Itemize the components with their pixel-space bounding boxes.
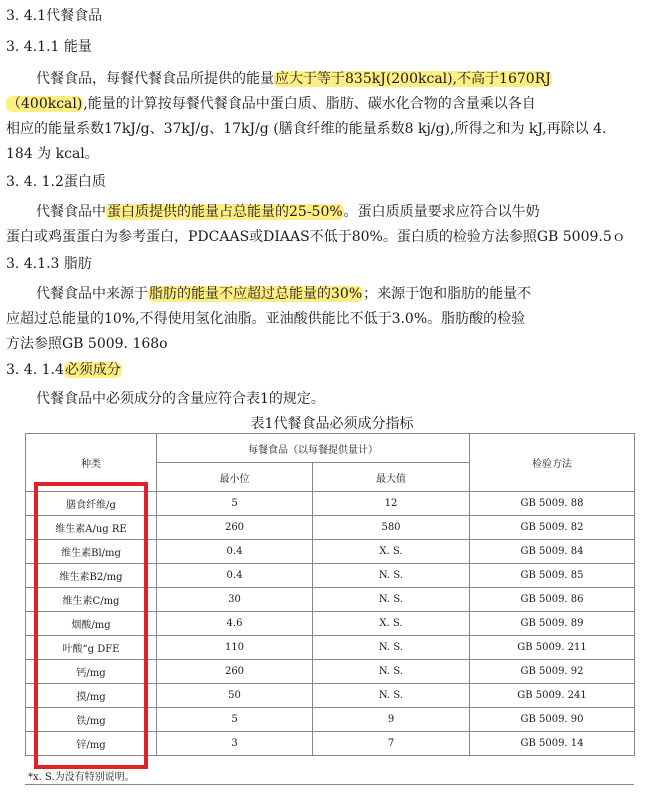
energy-line-1: [36, 69, 552, 89]
protein-line-1: [36, 202, 540, 222]
energy-highlight-kcal: （400kcal): [7, 96, 83, 112]
col-header-min: 最小位: [157, 463, 313, 492]
cell-method: GB 5009. 84: [470, 540, 635, 564]
cell-kind: 锌/mg: [26, 732, 157, 756]
cell-method: GB 5009. 88: [470, 492, 635, 516]
cell-max: N. S.: [313, 684, 470, 708]
protein-line-2: 蛋白或鸡蛋蛋白为参考蛋白，PDCAAS或DIAAS不低于80%。蛋白质的检验方法参照GB 5009.5ｏ: [6, 229, 626, 245]
cell-kind: 维生素B2/mg: [26, 564, 157, 588]
essential-heading-highlight: 必须成分: [64, 362, 121, 378]
cell-min: 5: [157, 492, 313, 516]
cell-max: N. S.: [313, 660, 470, 684]
table-row: [26, 540, 635, 564]
essential-line-1: 代餐食品中必须成分的含量应符合表1的规定。: [36, 391, 325, 407]
cell-min: 0.4: [157, 540, 313, 564]
cell-max: 12: [313, 492, 470, 516]
cell-method: GB 5009. 86: [470, 588, 635, 612]
cell-kind: 摸/mg: [26, 684, 157, 708]
fat-highlight: 脂肪的能量不应超过总能量的30%: [149, 286, 363, 302]
cell-method: GB 5009. 92: [470, 660, 635, 684]
cell-kind: 钙/mg: [26, 660, 157, 684]
cell-min: 260: [157, 660, 313, 684]
col-header-per-meal: 每餐食品（以每餐提供量计）: [157, 434, 470, 463]
cell-max: X. S.: [313, 540, 470, 564]
table-bottom-border: [25, 784, 634, 785]
cell-method: GB 5009. 85: [470, 564, 635, 588]
cell-min: 0.4: [157, 564, 313, 588]
fat-text: 代餐食品中来源于: [36, 286, 148, 302]
essential-components-table: [25, 433, 635, 756]
cell-kind: 叶酸“g DFE: [26, 636, 157, 660]
table-row: [26, 564, 635, 588]
table-body: [26, 492, 635, 756]
cell-kind: 铁/mg: [26, 708, 157, 732]
energy-text: 代餐食品，每餐代餐食品所提供的能量: [36, 71, 274, 87]
heading-protein: 3. 4. 1.2蛋白质: [6, 174, 106, 190]
protein-text: 代餐食品中: [36, 204, 106, 220]
cell-max: N. S.: [313, 564, 470, 588]
cell-method: GB 5009. 89: [470, 612, 635, 636]
cell-max: N. S.: [313, 636, 470, 660]
protein-highlight: 蛋白质提供的能量占总能量的25-50%: [107, 204, 343, 220]
fat-text-2: ；来源于饱和脂肪的能量不: [363, 286, 532, 302]
cell-method: GB 5009. 90: [470, 708, 635, 732]
heading-energy: 3. 4.1.1 能量: [6, 39, 92, 55]
heading-fat: 3. 4.1.3 脂肪: [6, 256, 92, 272]
cell-method: GB 5009. 14: [470, 732, 635, 756]
table-row: [26, 732, 635, 756]
cell-min: 260: [157, 516, 313, 540]
cell-min: 110: [157, 636, 313, 660]
essential-heading-number: 3. 4. 1.4: [6, 362, 64, 378]
cell-max: 580: [313, 516, 470, 540]
heading-essential: [6, 360, 122, 380]
cell-min: 30: [157, 588, 313, 612]
cell-max: N. S.: [313, 588, 470, 612]
col-header-max: 最大值: [313, 463, 470, 492]
table-row: [26, 588, 635, 612]
table-row: [26, 636, 635, 660]
cell-min: 5: [157, 708, 313, 732]
cell-min: 50: [157, 684, 313, 708]
energy-highlight: 应大于等于835kJ(200kcal),不高于1670RJ: [275, 71, 551, 87]
fat-line-1: [36, 284, 531, 304]
table-row: [26, 492, 635, 516]
cell-min: 4.6: [157, 612, 313, 636]
energy-line-4: 184 为 kcal。: [6, 146, 99, 162]
protein-text-2: 。蛋白质质量要求应符合以牛奶: [343, 204, 540, 220]
cell-max: 7: [313, 732, 470, 756]
table-footnote: *x. S.为没有特别说明。: [28, 772, 135, 783]
energy-line-3: 相应的能量系数17kJ/g、37kJ/g、17kJ/g (膳食纤维的能量系数8 kj/g),所得之和为 kJ,再除以 4.: [6, 121, 607, 137]
col-header-kind: 种类: [26, 434, 157, 492]
energy-line-2: [6, 94, 536, 114]
cell-method: GB 5009. 241: [470, 684, 635, 708]
table-row: [26, 684, 635, 708]
cell-kind: 烟酸/mg: [26, 612, 157, 636]
table-title: 表1代餐食品必须成分指标: [250, 416, 414, 432]
cell-kind: 维生素Bl/mg: [26, 540, 157, 564]
table-row: [26, 660, 635, 684]
fat-line-3: 方法参照GB 5009. 168o: [6, 336, 168, 352]
cell-kind: 维生素A/ug RE: [26, 516, 157, 540]
cell-max: 9: [313, 708, 470, 732]
col-header-method: 检验方法: [470, 434, 635, 492]
cell-kind: 维生素C/mg: [26, 588, 157, 612]
section-heading-341: 3. 4.1代餐食品: [6, 8, 103, 24]
cell-method: GB 5009. 211: [470, 636, 635, 660]
table-row: [26, 612, 635, 636]
cell-kind: 膳食纤维/g: [26, 492, 157, 516]
cell-method: GB 5009. 82: [470, 516, 635, 540]
table-row: [26, 708, 635, 732]
fat-line-2: 应超过总能量的10%,不得使用氢化油脂。亚油酸供能比不低于3.0%。脂肪酸的检验: [6, 311, 526, 327]
table-row: [26, 516, 635, 540]
cell-min: 3: [157, 732, 313, 756]
cell-max: X. S.: [313, 612, 470, 636]
energy-text-2: ,能量的计算按每餐代餐食品中蛋白质、脂肪、碳水化合物的含量乘以各自: [83, 96, 536, 112]
